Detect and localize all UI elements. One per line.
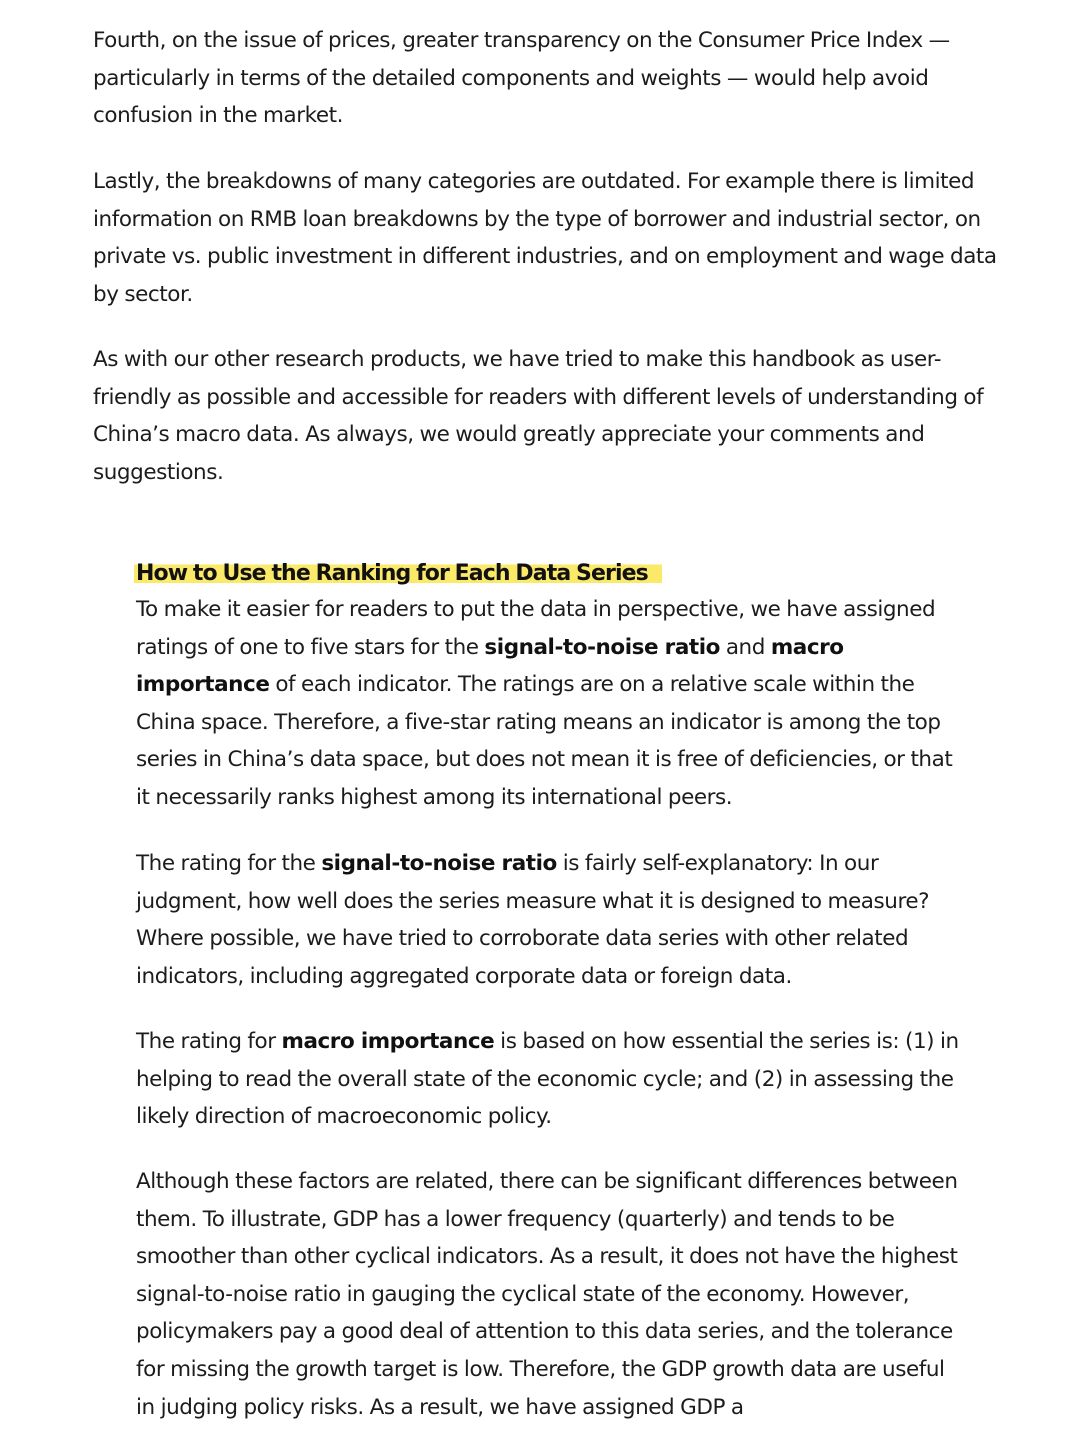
text-segment: To make it easier for readers to put the data in perspective, we have assigned ratings of one to five stars for the [136,597,936,660]
paragraph-rating-overview [136,591,966,817]
text-segment: The rating for [136,1029,282,1054]
text-segment: and [719,634,771,660]
paragraph-macro-importance-rating [136,1023,966,1136]
paragraph-user-friendly-handbook: As with our other research products, we have tried to make this handbook as user-friendly as possible and accessible for readers with different levels of understanding of China’s macro data. As always, we would greatly appreciate your comments and suggestions. [93,347,984,485]
bold-term-macro-importance: macro importance [136,634,844,698]
paragraph-price-transparency: Fourth, on the issue of prices, greater transparency on the Consumer Price Index — particularly in terms of the detailed components and weights — would help avoid confusion in the market. [93,28,950,129]
text-segment: The rating for the [136,851,322,876]
text-segment: is based on how essential the series is: (1) in helping to read the overall state of the economic cycle; and (2) in assessing the likely direction of macroeconomic policy. [136,1029,959,1130]
highlighted-heading-text: How to Use the Ranking for Each Data Series [134,561,662,586]
bold-term-signal-to-noise: signal-to-noise ratio [484,634,720,660]
text-segment: of each indicator. The ratings are on a relative scale within the China space. Therefore, a five-star rating means an indicator is among the top series in China’s data space, but does not mean it is free of deficiencies, or that it necessarily ranks highest among its international peers. [136,672,953,810]
box-heading [136,557,662,591]
text-segment: is fairly self-explanatory: In our judgment, how well does the series measure what it is designed to measure? Where possible, we have tried to corroborate data series with other related indicators, including aggregated corporate data or foreign data. [136,851,930,989]
paragraph-gdp-illustration: Although these factors are related, there can be significant differences between them. To illustrate, GDP has a lower frequency (quarterly) and tends to be smoother than other cyclical indicators. As a result, it does not have the highest signal-to-noise ratio in gauging the cyclical state of the economy. However, policymakers pay a good deal of attention to this data series, and the tolerance for missing the growth target is low. Therefore, the GDP growth data are useful in judging policy risks. As a result, we have assigned GDP a [136,1169,958,1420]
bold-term-signal-to-noise: signal-to-noise ratio [321,851,557,876]
paragraph-signal-to-noise-rating [136,845,966,995]
bold-term-macro-importance: macro importance [281,1029,495,1054]
paragraph-outdated-breakdowns: Lastly, the breakdowns of many categories are outdated. For example there is limited information on RMB loan breakdowns by the type of borrower and industrial sector, on private vs. public investment in different industries, and on employment and wage data by sector. [93,169,997,307]
